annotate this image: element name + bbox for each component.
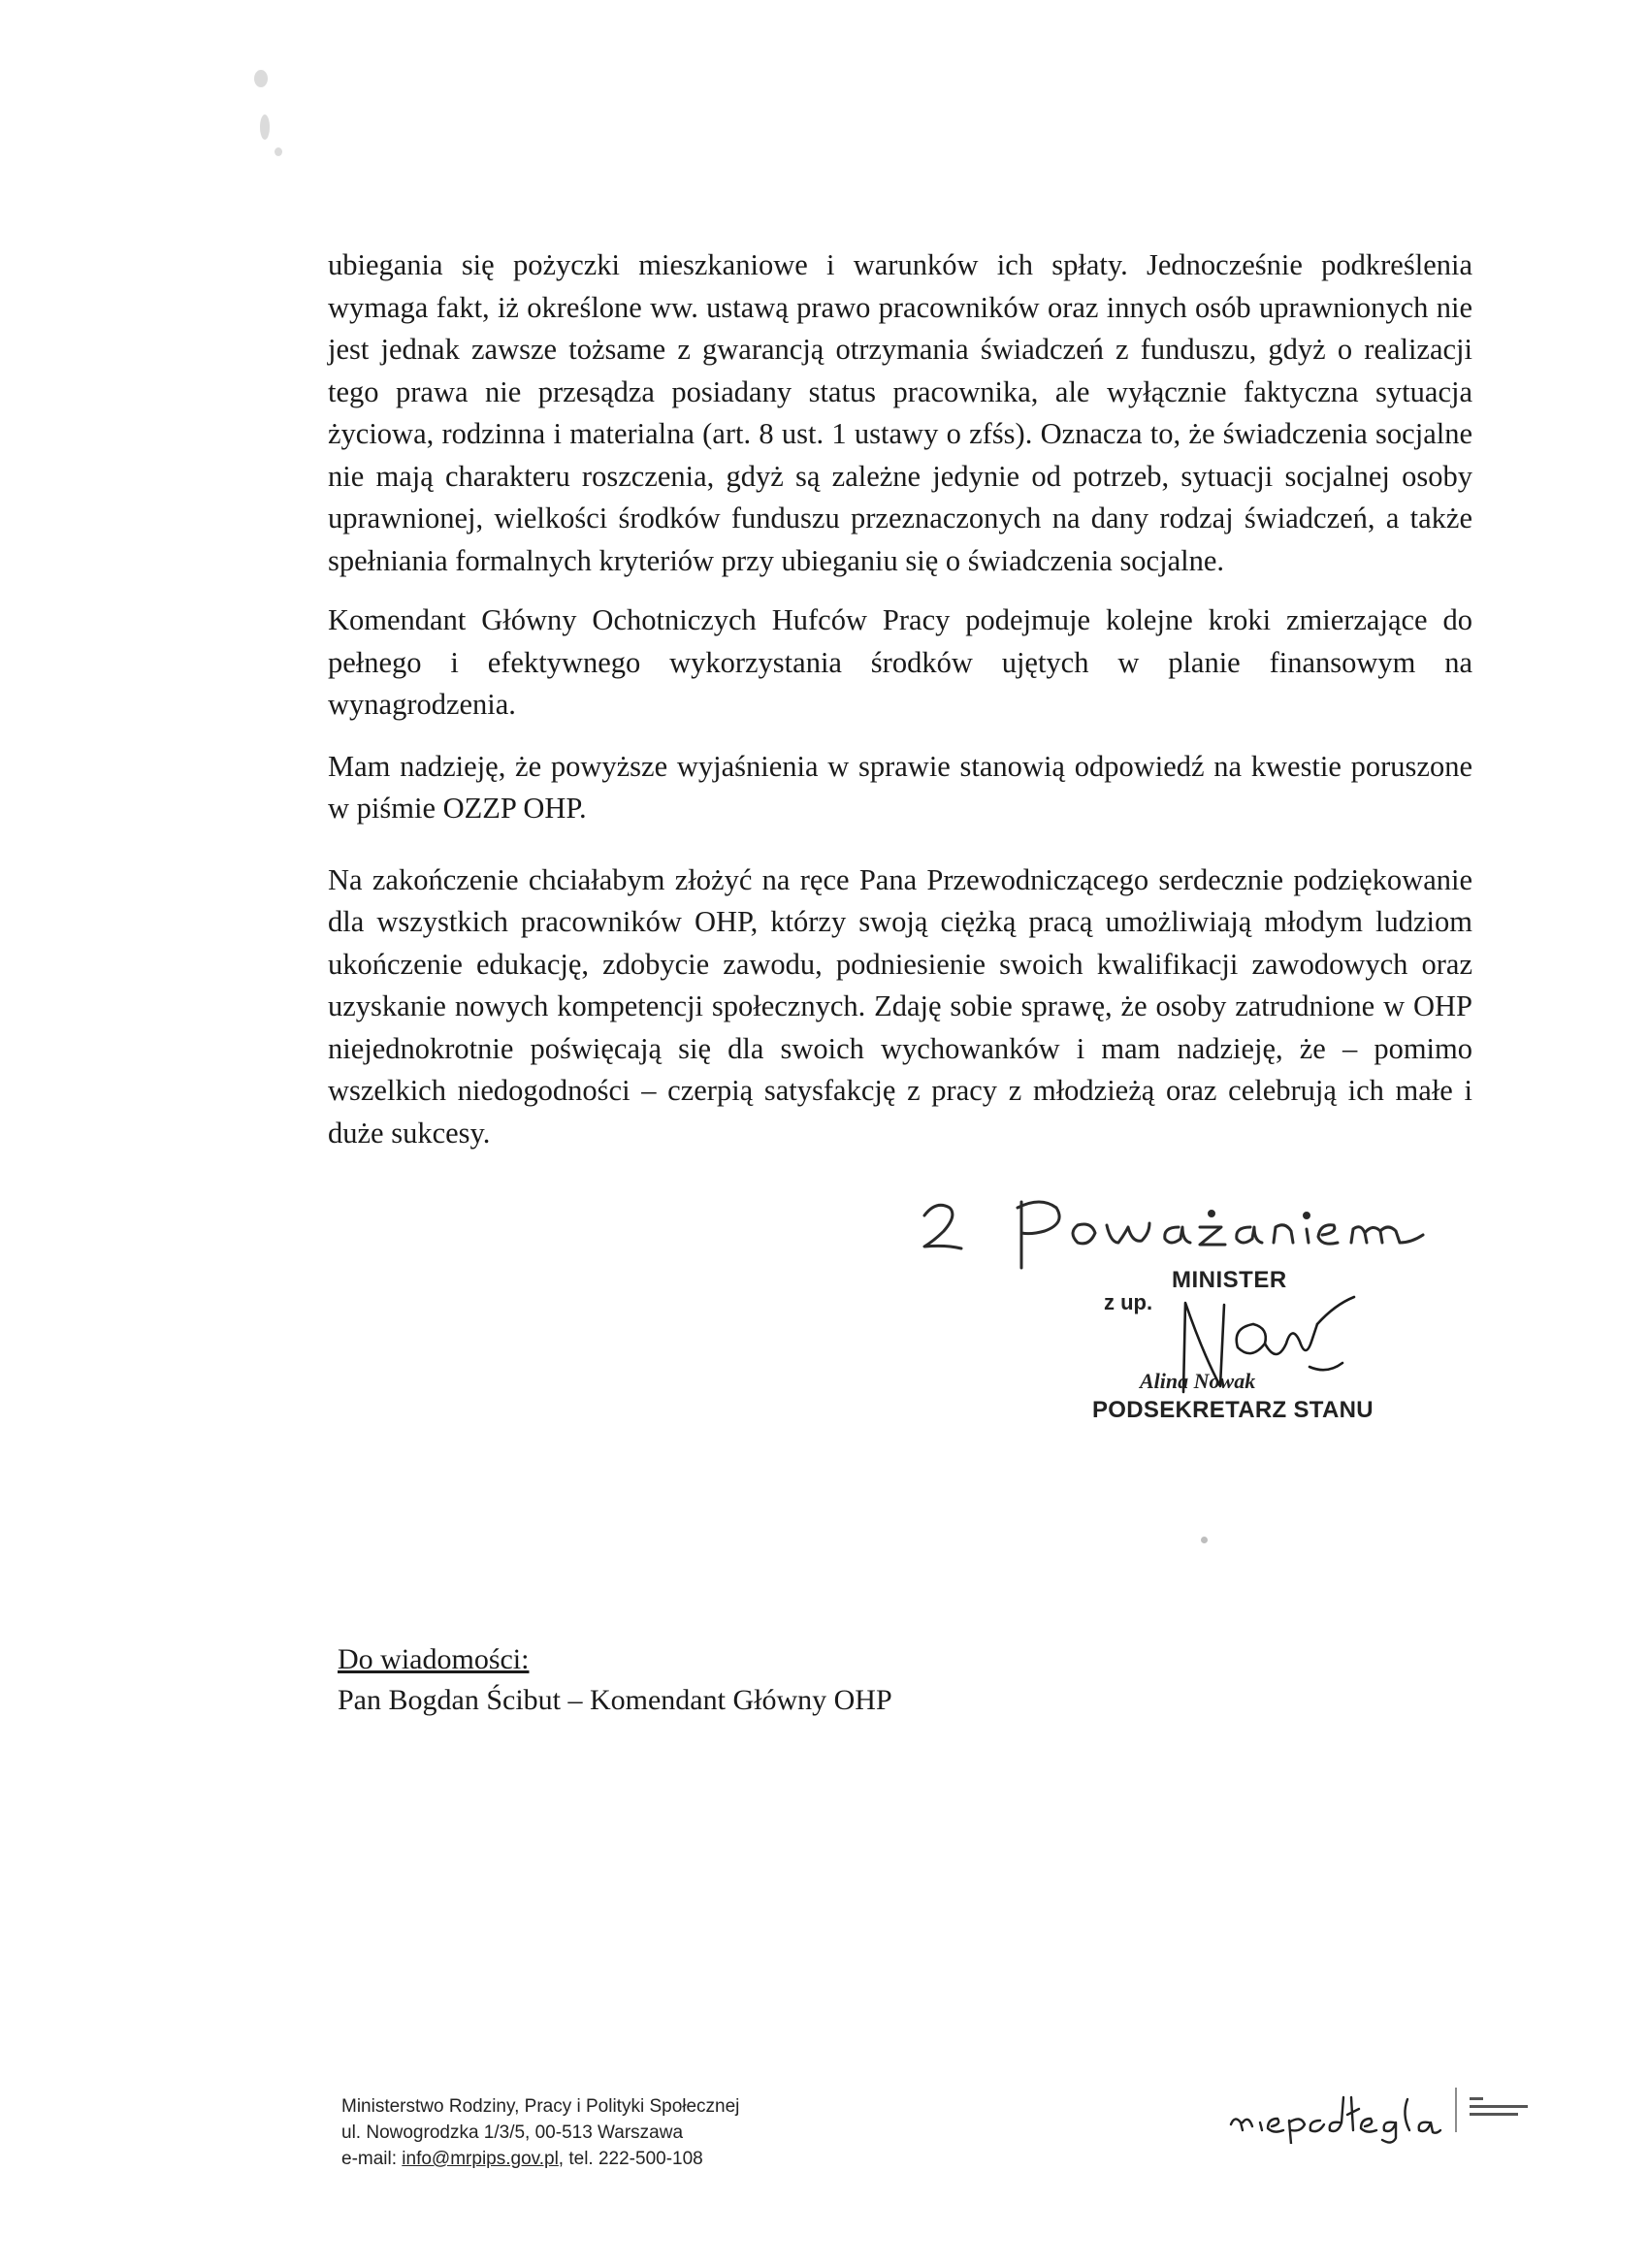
paragraph-hope: Mam nadzieję, że powyższe wyjaśnienia w sprawie stanowią odpowiedź na kwestie poruszone w piśmie OZZP OHP. <box>328 749 1472 825</box>
scan-speck <box>275 147 282 156</box>
footer-email-label: e-mail: <box>341 2149 403 2169</box>
footer-ministry-name: Ministerstwo Rodziny, Pracy i Polityki Społecznej <box>341 2096 740 2117</box>
stamp-minister: MINISTER <box>1172 1267 1287 1293</box>
letter-body <box>328 244 1472 1174</box>
handwritten-signature <box>1164 1285 1368 1411</box>
ministry-footer <box>341 2093 739 2172</box>
footer-phone: , tel. 222-500-108 <box>558 2149 703 2169</box>
paragraph-loans: ubiegania się pożyczki mieszkaniowe i warunków ich spłaty. Jednocześnie podkreślenia wymaga fakt, iż określone ww. ustawą prawo pracowników oraz innych osób uprawnionych nie jest jednak zawsze tożsame z gwarancją otrzymania świadczeń z funduszu, gdyż o realizacji tego prawa nie przesądza posiadany status pracownika, ale wyłącznie faktyczna sytuacja życiowa, rodzinna i materialna (art. 8 ust. 1 ustawy o zfśs). Oznacza to, że świadczenia socjalne nie mają charakteru roszczenia, gdyż są zależne jedynie od potrzeb, sytuacji socjalnej osoby uprawnionej, wielkości środków funduszu przeznaczonych na dany rodzaj świadczeń, a także spełniania formalnych kryteriów przy ubieganiu się o świadczenia socjalne. <box>328 248 1472 577</box>
niepodlegla-logo <box>1227 2076 1537 2144</box>
scan-speck <box>1201 1537 1208 1543</box>
footer-email-link[interactable]: info@mrpips.gov.pl <box>402 2149 559 2169</box>
handwritten-closing <box>917 1179 1460 1271</box>
footer-address: ul. Nowogrodzka 1/3/5, 00-513 Warszawa <box>341 2122 684 2143</box>
cc-section <box>338 1639 892 1721</box>
paragraph-thanks: Na zakończenie chciałabym złożyć na ręce Pana Przewodniczącego serdecznie podziękowanie dla wszystkich pracowników OHP, którzy swoją ciężką pracą umożliwiają młodym ludziom ukończenie edukację, zdobycie zawodu, podniesienie swoich kwalifikacji zawodowych oraz uzyskanie nowych kompetencji społecznych. Zdaję sobie sprawę, że osoby zatrudnione w OHP niejednokrotnie poświęcają się dla swoich wychowanków i mam nadzieję, że – pomimo wszelkich niedogodności – czerpią satysfakcję z pracy z młodzieżą oraz celebrują ich małe i duże sukcesy. <box>328 862 1472 1150</box>
cc-recipient: Pan Bogdan Ścibut – Komendant Główny OHP <box>338 1684 892 1716</box>
footer-contact <box>341 2146 739 2172</box>
scan-speck <box>260 114 270 140</box>
scan-speck <box>254 70 268 87</box>
stamp-name: Alina Nowak <box>1140 1369 1256 1393</box>
stamp-title: PODSEKRETARZ STANU <box>1092 1397 1374 1423</box>
paragraph-commander: Komendant Główny Ochotniczych Hufców Pracy podejmuje kolejne kroki zmierzające do pełnego i efektywnego wykorzystania środków ujętych w planie finansowym na wynagrodzenia. <box>328 603 1472 721</box>
cc-heading: Do wiadomości: <box>338 1643 530 1675</box>
stamp-z-up: z up. <box>1104 1290 1153 1314</box>
